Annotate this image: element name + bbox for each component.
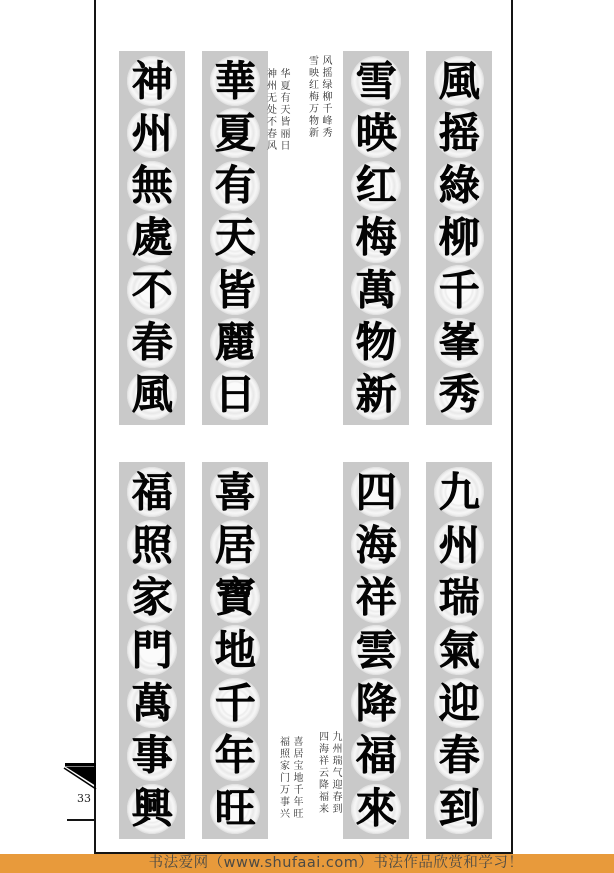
calligraphy-character: 州 [438, 520, 480, 569]
calligraphy-character: 氣 [438, 625, 480, 674]
calligraphy-character: 旺 [214, 784, 256, 833]
calligraphy-character-cell [430, 467, 488, 517]
calligraphy-character: 千 [438, 265, 480, 314]
calligraphy-character-cell [123, 56, 181, 106]
calligraphy-character: 來 [355, 784, 397, 833]
calligraphy-character-cell [206, 731, 264, 781]
calligraphy-character-cell [430, 625, 488, 675]
calligraphy-character-cell [206, 161, 264, 211]
calligraphy-character-cell [430, 573, 488, 623]
couplet-strip-bottom-1 [119, 462, 185, 839]
calligraphy-character-cell [430, 108, 488, 158]
page-number: 33 [77, 792, 91, 805]
calligraphy-character-cell [206, 213, 264, 263]
calligraphy-character: 華 [214, 56, 256, 105]
calligraphy-character: 州 [131, 108, 173, 157]
calligraphy-character-cell [206, 625, 264, 675]
calligraphy-character-cell [347, 467, 405, 517]
calligraphy-character-cell [430, 265, 488, 315]
calligraphy-character-cell [206, 108, 264, 158]
calligraphy-character: 春 [438, 731, 480, 780]
calligraphy-character-cell [347, 625, 405, 675]
footer-watermark-text: 书法爱网（www.shufaai.com）书法作品欣赏和学习！ [148, 855, 524, 871]
couplet-strip-top-2 [202, 51, 268, 425]
annotation-line: 福照家门万事兴 [277, 736, 289, 820]
calligraphy-character-cell [206, 573, 264, 623]
couplet-strip-bottom-2 [202, 462, 268, 839]
calligraphy-character-cell [347, 161, 405, 211]
calligraphy-character-cell [430, 520, 488, 570]
calligraphy-character-cell [123, 467, 181, 517]
calligraphy-character: 降 [355, 678, 397, 727]
annotation-group-bottom-right [314, 731, 342, 815]
calligraphy-character: 不 [131, 265, 173, 314]
corner-fold-mark [58, 755, 100, 795]
calligraphy-character: 物 [355, 318, 397, 367]
calligraphy-character-cell [123, 625, 181, 675]
calligraphy-character-cell [206, 678, 264, 728]
calligraphy-character-cell [430, 731, 488, 781]
annotation-line: 四海祥云降福来 [316, 731, 328, 815]
calligraphy-character: 麗 [214, 318, 256, 367]
calligraphy-character-cell [123, 370, 181, 420]
annotation-line: 华夏有天皆丽日 [278, 68, 289, 152]
annotation-line: 雪映红梅万物新 [306, 55, 318, 139]
calligraphy-character-cell [206, 520, 264, 570]
calligraphy-character: 天 [214, 213, 256, 262]
calligraphy-character-cell [347, 213, 405, 263]
annotation-line: 喜居宝地千年旺 [291, 736, 302, 820]
calligraphy-character-cell [430, 678, 488, 728]
calligraphy-character-cell [123, 108, 181, 158]
couplet-strip-bottom-3 [343, 462, 409, 839]
calligraphy-character: 雪 [355, 56, 397, 105]
calligraphy-character: 有 [214, 161, 256, 210]
calligraphy-character-cell [206, 784, 264, 834]
calligraphy-character: 門 [131, 625, 173, 674]
calligraphy-character: 福 [355, 731, 397, 780]
calligraphy-character: 到 [438, 784, 480, 833]
calligraphy-character: 瑞 [438, 573, 480, 622]
calligraphy-character-cell [347, 318, 405, 368]
calligraphy-character: 皆 [214, 265, 256, 314]
calligraphy-character: 家 [131, 573, 173, 622]
calligraphy-character: 居 [214, 520, 256, 569]
calligraphy-character: 處 [131, 213, 173, 262]
calligraphy-character-cell [206, 370, 264, 420]
couplet-strip-bottom-4 [426, 462, 492, 839]
calligraphy-character-cell [347, 265, 405, 315]
calligraphy-character-cell [347, 678, 405, 728]
calligraphy-character-cell [430, 213, 488, 263]
calligraphy-character: 寶 [214, 573, 256, 622]
calligraphy-character-cell [347, 108, 405, 158]
calligraphy-character: 雲 [355, 625, 397, 674]
calligraphy-character: 祥 [355, 573, 397, 622]
calligraphy-character: 四 [355, 467, 397, 516]
calligraphy-character-cell [123, 520, 181, 570]
calligraphy-character-cell [430, 56, 488, 106]
calligraphy-character: 神 [131, 56, 173, 105]
calligraphy-character-cell [347, 731, 405, 781]
calligraphy-character: 夏 [214, 108, 256, 157]
calligraphy-character-cell [430, 161, 488, 211]
footer-banner [0, 854, 614, 873]
calligraphy-character-cell [123, 731, 181, 781]
calligraphy-character: 红 [355, 161, 397, 210]
calligraphy-character: 地 [214, 625, 256, 674]
calligraphy-character: 風 [131, 370, 173, 419]
calligraphy-character: 日 [214, 370, 256, 419]
calligraphy-character: 萬 [131, 678, 173, 727]
calligraphy-character: 海 [355, 520, 397, 569]
calligraphy-character: 年 [214, 731, 256, 780]
calligraphy-character: 秀 [438, 370, 480, 419]
calligraphy-character: 千 [214, 678, 256, 727]
annotation-line: 神州无处不春风 [264, 68, 276, 152]
calligraphy-character-cell [430, 370, 488, 420]
calligraphy-character: 迎 [438, 678, 480, 727]
calligraphy-character-cell [123, 265, 181, 315]
annotation-group-top-left [262, 68, 290, 152]
calligraphy-character-cell [347, 56, 405, 106]
calligraphy-character: 摇 [438, 108, 480, 157]
calligraphy-character-cell [206, 265, 264, 315]
calligraphy-character-cell [206, 467, 264, 517]
calligraphy-character-cell [123, 161, 181, 211]
page-frame-right-line [511, 0, 513, 854]
couplet-strip-top-3 [343, 51, 409, 425]
annotation-group-bottom-left [275, 736, 303, 820]
page-number-rule [67, 819, 96, 821]
calligraphy-character: 九 [438, 467, 480, 516]
couplet-strip-top-1 [119, 51, 185, 425]
calligraphy-character: 綠 [438, 161, 480, 210]
annotation-line: 风摇绿柳千峰秀 [320, 55, 331, 139]
couplet-strip-top-4 [426, 51, 492, 425]
calligraphy-character-cell [347, 573, 405, 623]
calligraphy-character: 喜 [214, 467, 256, 516]
calligraphy-character-cell [347, 784, 405, 834]
calligraphy-character-cell [430, 784, 488, 834]
calligraphy-character: 福 [131, 467, 173, 516]
calligraphy-character: 萬 [355, 265, 397, 314]
calligraphy-character-cell [123, 573, 181, 623]
calligraphy-character-cell [123, 213, 181, 263]
annotation-line: 九州瑞气迎春到 [330, 731, 341, 815]
calligraphy-character-cell [430, 318, 488, 368]
calligraphy-character: 照 [131, 520, 173, 569]
calligraphy-character-cell [123, 678, 181, 728]
annotation-group-top-right [304, 55, 332, 139]
calligraphy-character-cell [347, 520, 405, 570]
calligraphy-character: 柳 [438, 213, 480, 262]
calligraphy-character-cell [347, 370, 405, 420]
calligraphy-character-cell [123, 318, 181, 368]
calligraphy-character-cell [206, 318, 264, 368]
calligraphy-character: 春 [131, 318, 173, 367]
calligraphy-character: 暎 [355, 108, 397, 157]
calligraphy-character: 無 [131, 161, 173, 210]
calligraphy-character: 風 [438, 56, 480, 105]
calligraphy-character: 事 [131, 731, 173, 780]
page-frame-left-line [94, 0, 96, 854]
calligraphy-character-cell [206, 56, 264, 106]
calligraphy-character: 峯 [438, 318, 480, 367]
calligraphy-character: 梅 [355, 213, 397, 262]
calligraphy-character: 新 [355, 370, 397, 419]
calligraphy-character: 興 [131, 784, 173, 833]
calligraphy-character-cell [123, 784, 181, 834]
